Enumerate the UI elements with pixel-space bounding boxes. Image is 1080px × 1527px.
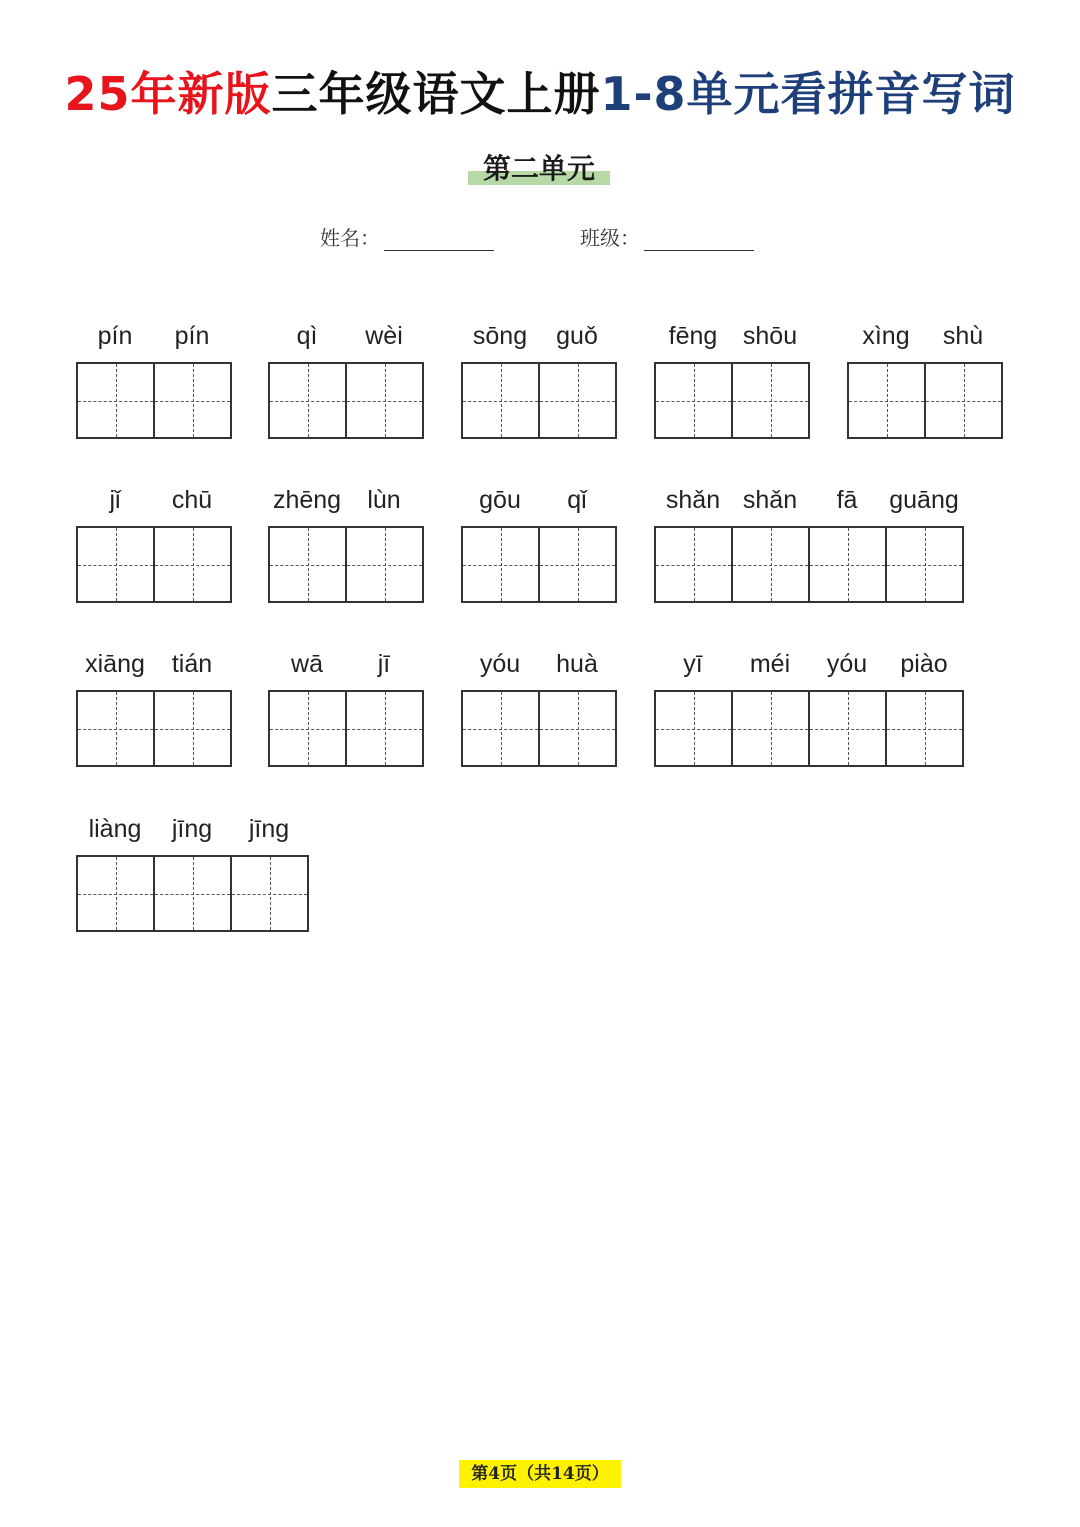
guide-line-horizontal <box>78 729 153 730</box>
writing-grid[interactable] <box>461 690 617 767</box>
guide-line-horizontal <box>540 401 615 402</box>
guide-line-horizontal <box>656 565 731 566</box>
guide-line-horizontal <box>155 565 230 566</box>
class-label: 班级： <box>580 226 640 250</box>
writing-grid[interactable] <box>654 526 964 603</box>
pinyin-syllable: méi <box>749 650 791 678</box>
tian-zi-cell[interactable] <box>731 364 808 437</box>
guide-line-horizontal <box>733 729 808 730</box>
tian-zi-cell[interactable] <box>78 692 153 765</box>
guide-line-horizontal <box>810 565 885 566</box>
pinyin-syllable: huà <box>556 650 598 678</box>
tian-zi-cell[interactable] <box>270 528 345 601</box>
guide-line-horizontal <box>463 565 538 566</box>
tian-zi-cell[interactable] <box>270 692 345 765</box>
tian-zi-cell[interactable] <box>656 692 731 765</box>
guide-line-horizontal <box>155 894 230 895</box>
guide-line-horizontal <box>733 401 808 402</box>
pinyin-syllable: fēng <box>668 322 718 350</box>
guide-line-horizontal <box>656 729 731 730</box>
tian-zi-cell[interactable] <box>885 692 962 765</box>
guide-line-horizontal <box>155 729 230 730</box>
tian-zi-cell[interactable] <box>731 692 808 765</box>
pinyin-syllable: qì <box>296 322 318 350</box>
pinyin-syllable: tián <box>171 650 213 678</box>
guide-line-horizontal <box>463 401 538 402</box>
writing-grid[interactable] <box>76 855 309 932</box>
writing-grid[interactable] <box>847 362 1003 439</box>
pinyin-syllable: pín <box>97 322 133 350</box>
tian-zi-cell[interactable] <box>345 364 422 437</box>
pinyin-syllable: gōu <box>479 486 521 514</box>
pinyin-syllable: wā <box>291 650 323 678</box>
pinyin-syllable: yóu <box>826 650 868 678</box>
guide-line-horizontal <box>887 565 962 566</box>
guide-line-horizontal <box>78 401 153 402</box>
pinyin-syllable: xìng <box>862 322 910 350</box>
guide-line-horizontal <box>656 401 731 402</box>
pinyin-syllable: piào <box>900 650 948 678</box>
guide-line-horizontal <box>270 565 345 566</box>
pinyin-syllable: yī <box>683 650 703 678</box>
tian-zi-cell[interactable] <box>885 528 962 601</box>
guide-line-horizontal <box>810 729 885 730</box>
tian-zi-cell[interactable] <box>731 528 808 601</box>
writing-grid[interactable] <box>76 526 232 603</box>
tian-zi-cell[interactable] <box>153 364 230 437</box>
guide-line-horizontal <box>540 565 615 566</box>
guide-line-horizontal <box>540 729 615 730</box>
tian-zi-cell[interactable] <box>463 364 538 437</box>
tian-zi-cell[interactable] <box>538 364 615 437</box>
title-exercise-type: 1-8单元看拼音写词 <box>600 67 1016 121</box>
writing-grid[interactable] <box>268 690 424 767</box>
pinyin-syllable: shōu <box>742 322 798 350</box>
guide-line-horizontal <box>849 401 924 402</box>
tian-zi-cell[interactable] <box>153 528 230 601</box>
pinyin-syllable: liàng <box>88 815 142 843</box>
pinyin-syllable: xiāng <box>85 650 145 678</box>
tian-zi-cell[interactable] <box>345 692 422 765</box>
class-field[interactable] <box>580 222 754 251</box>
page-number: 第4页（共14页） <box>459 1460 621 1488</box>
pinyin-syllable: shù <box>942 322 984 350</box>
writing-grid[interactable] <box>654 690 964 767</box>
tian-zi-cell[interactable] <box>656 364 731 437</box>
pinyin-syllable: guǒ <box>556 322 598 350</box>
tian-zi-cell[interactable] <box>538 528 615 601</box>
unit-heading <box>468 150 610 188</box>
writing-grid[interactable] <box>654 362 810 439</box>
tian-zi-cell[interactable] <box>463 528 538 601</box>
pinyin-syllable: shǎn <box>665 486 721 514</box>
pinyin-syllable: chū <box>171 486 213 514</box>
guide-line-horizontal <box>926 401 1001 402</box>
name-field[interactable] <box>320 222 494 251</box>
student-info <box>0 222 1080 262</box>
guide-line-horizontal <box>232 894 307 895</box>
tian-zi-cell[interactable] <box>153 857 230 930</box>
pinyin-syllable: lùn <box>367 486 401 514</box>
tian-zi-cell[interactable] <box>78 364 153 437</box>
guide-line-horizontal <box>347 401 422 402</box>
writing-grid[interactable] <box>268 526 424 603</box>
guide-line-horizontal <box>270 401 345 402</box>
guide-line-horizontal <box>78 894 153 895</box>
writing-grid[interactable] <box>461 526 617 603</box>
guide-line-horizontal <box>347 729 422 730</box>
pinyin-syllable: fā <box>836 486 858 514</box>
pinyin-syllable: jī <box>377 650 391 678</box>
name-label: 姓名： <box>320 226 380 250</box>
guide-line-horizontal <box>155 401 230 402</box>
unit-label: 第二单元 <box>482 152 595 185</box>
pinyin-syllable: zhēng <box>272 486 342 514</box>
class-blank[interactable] <box>644 228 754 251</box>
name-blank[interactable] <box>384 228 494 251</box>
tian-zi-cell[interactable] <box>808 692 885 765</box>
pinyin-syllable: jīng <box>248 815 290 843</box>
pinyin-syllable: shǎn <box>742 486 798 514</box>
tian-zi-cell[interactable] <box>538 692 615 765</box>
tian-zi-cell[interactable] <box>78 857 153 930</box>
pinyin-syllable: yóu <box>479 650 521 678</box>
tian-zi-cell[interactable] <box>849 364 924 437</box>
tian-zi-cell[interactable] <box>78 528 153 601</box>
pinyin-syllable: sōng <box>472 322 528 350</box>
pinyin-syllable: jīng <box>171 815 213 843</box>
writing-grid[interactable] <box>76 362 232 439</box>
title-grade-subject: 三年级语文上册 <box>271 67 601 121</box>
page-title <box>0 58 1080 124</box>
tian-zi-cell[interactable] <box>924 364 1001 437</box>
pinyin-syllable: jǐ <box>109 486 121 514</box>
guide-line-horizontal <box>78 565 153 566</box>
guide-line-horizontal <box>347 565 422 566</box>
tian-zi-cell[interactable] <box>230 857 307 930</box>
guide-line-horizontal <box>463 729 538 730</box>
tian-zi-cell[interactable] <box>153 692 230 765</box>
pinyin-syllable: wèi <box>365 322 403 350</box>
guide-line-horizontal <box>733 565 808 566</box>
pinyin-syllable: guāng <box>889 486 959 514</box>
tian-zi-cell[interactable] <box>463 692 538 765</box>
pinyin-syllable: qǐ <box>567 486 587 514</box>
guide-line-horizontal <box>887 729 962 730</box>
writing-grid[interactable] <box>76 690 232 767</box>
guide-line-horizontal <box>270 729 345 730</box>
tian-zi-cell[interactable] <box>656 528 731 601</box>
writing-grid[interactable] <box>461 362 617 439</box>
writing-grid[interactable] <box>268 362 424 439</box>
pinyin-syllable: pín <box>174 322 210 350</box>
tian-zi-cell[interactable] <box>808 528 885 601</box>
tian-zi-cell[interactable] <box>270 364 345 437</box>
tian-zi-cell[interactable] <box>345 528 422 601</box>
title-year-edition: 25年新版 <box>64 67 272 121</box>
